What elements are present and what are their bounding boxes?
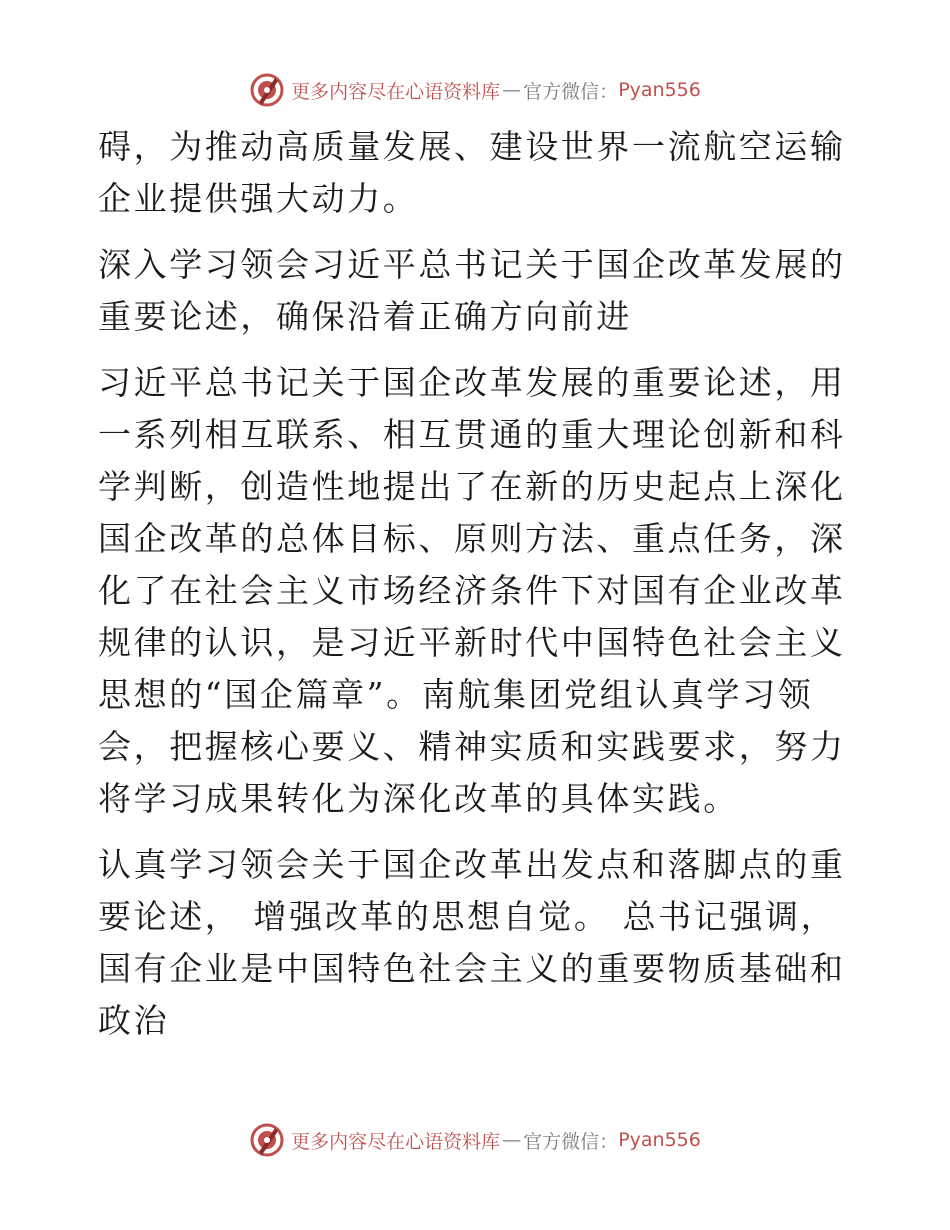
watermark-official-label: 官方微信： [523, 1130, 619, 1153]
watermark-separator: — [502, 79, 522, 101]
section-heading: 深入学习领会习近平总书记关于国企改革发展的重要论述，确保沿着正确方向前进 [98, 245, 846, 336]
watermark-separator: — [502, 1129, 522, 1151]
paragraph-body: 习近平总书记关于国企改革发展的重要论述，用一系列相互联系、相互贯通的重大理论创新和科学判断，创造性地提出了在新的历史起点上深化国企改革的总体目标、原则方法、重点任务，深化了在社会主义市场经济条件下对国有企业改革规律的认识，是习近平新时代中国特色社会主义思想的“国企篇章”。南航集团党组认真学习领会，把握核心要义、精神实质和实践要求，努力将学习成果转化为深化改革的具体实践。 [98, 363, 846, 818]
watermark-wechat-id: Pyan556 [618, 79, 701, 101]
paragraph-continuation: 碍，为推动高质量发展、建设世界一流航空运输企业提供强大动力。 [98, 127, 846, 218]
watermark-wechat-id: Pyan556 [618, 1129, 701, 1151]
watermark-official-label: 官方微信： [523, 80, 619, 103]
pen-logo-icon [249, 72, 285, 108]
footer-watermark [0, 1120, 950, 1160]
paragraph-body: 认真学习领会关于国企改革出发点和落脚点的重要论述， 增强改革的思想自觉。 总书记强调，国有企业是中国特色社会主义的重要物质基础和政治 [98, 845, 846, 1040]
header-watermark [0, 70, 950, 110]
pen-logo-icon [249, 1122, 285, 1158]
watermark-main-text: 更多内容尽在心语资料库 [291, 80, 501, 103]
document-body [98, 121, 858, 1047]
watermark-main-text: 更多内容尽在心语资料库 [291, 1130, 501, 1153]
